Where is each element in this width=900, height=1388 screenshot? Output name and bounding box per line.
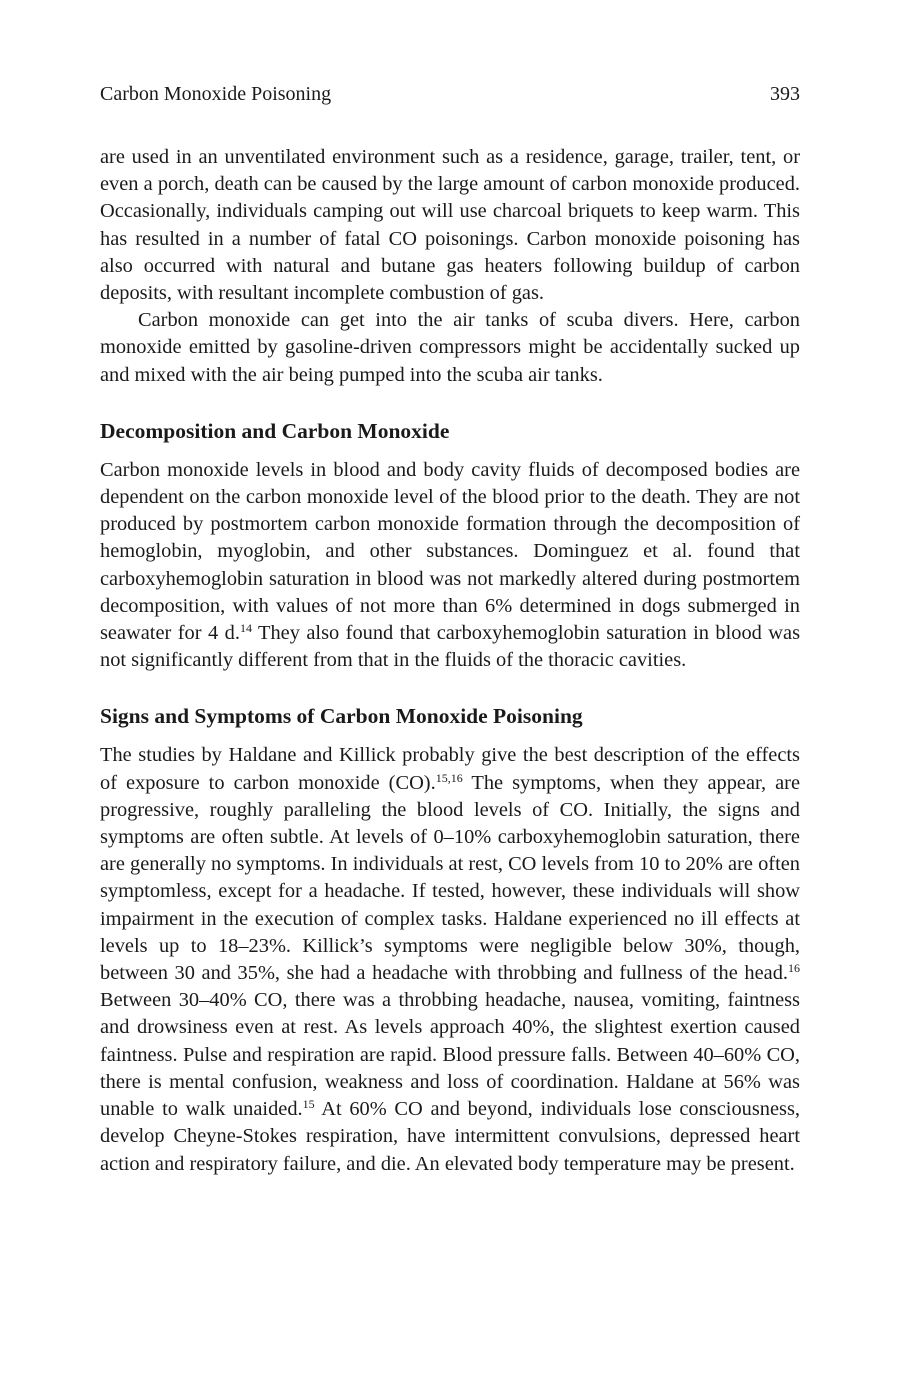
paragraph-scuba-tanks: Carbon monoxide can get into the air tanks of scuba divers. Here, carbon monoxide emitted by gasoline-driven compressors might be accidentally sucked up and mixed with the air being pumped into the scuba air tanks.	[100, 309, 800, 386]
reference-superscript: 16	[788, 961, 800, 976]
reference-superscript: 15	[302, 1097, 315, 1112]
reference-superscript: 15,16	[435, 770, 463, 785]
running-head	[100, 80, 800, 108]
paragraph-unventilated-environment: are used in an unventilated environment such as a residence, garage, trailer, tent, or even a porch, death can be caused by the large amount of carbon monoxide produced. Occasionally, individuals camping out will use charcoal briquets to keep warm. This has resulted in a number of fatal CO poisonings. Carbon monoxide poisoning has also occurred with natural and butane gas heaters following buildup of carbon deposits, with resultant incomplete combustion of gas.	[100, 146, 800, 305]
text-run: They also found that carboxyhemoglobin saturation in blood was not significantly different from that in the fluids of the thoracic cavities.	[100, 622, 801, 672]
page-number: 393	[770, 83, 800, 105]
text-run: Carbon monoxide levels in blood and body cavity fluids of decomposed bodies are dependent on the carbon monoxide level of the blood prior to the death. They are not produced by postmortem carbon monoxide formation through the decomposition of hemoglobin, myoglobin, and other substances. Dominguez et al. found that carboxyhemoglobin saturation in blood was not markedly altered during postmortem decomposition, with values of not more than 6% determined in dogs submerged in seawater for 4 d.	[100, 458, 800, 645]
text-run: The symptoms, when they appear, are progressive, roughly paralleling the blood levels of CO. Initially, the signs and symptoms are often subtle. At levels of 0–10% carboxyhemoglobin saturation, there are generally no symptoms. In individuals at rest, CO levels from 10 to 20% are often symptomless, except for a headache. If tested, however, these individuals will show impairment in the execution of complex tasks. Haldane experienced no ill effects at levels up to 18–23%. Killick’s symptoms were negligible below 30%, though, between 30 and 35%, she had a headache with throbbing and fullness of the head.	[100, 771, 800, 985]
reference-superscript: 14	[239, 621, 252, 636]
heading-decomposition: Decomposition and Carbon Monoxide	[100, 418, 450, 443]
book-page	[100, 80, 800, 1178]
running-head-title: Carbon Monoxide Poisoning	[100, 83, 332, 105]
paragraph-signs-and-symptoms	[100, 742, 800, 1177]
text-run: Between 30–40% CO, there was a throbbing headache, nausea, vomiting, faintness and drowsiness even at rest. As levels approach 40%, the slightest exertion caused faintness. Pulse and respiration are rapid. Blood pressure falls. Between 40–60% CO, there is mental confusion, weakness and loss of coordination. Haldane at 56% was unable to walk unaided.	[100, 989, 800, 1121]
text-run: At 60% CO and beyond, individuals lose consciousness, develop Cheyne-Stokes respiration, have intermittent convulsions, depressed heart action and respiratory failure, and die. An elevated body temperature may be present.	[100, 1098, 800, 1175]
heading-signs-and-symptoms: Signs and Symptoms of Carbon Monoxide Poisoning	[100, 704, 583, 729]
text-run: The studies by Haldane and Killick probably give the best description of the effects of exposure to carbon monoxide (CO).	[100, 744, 800, 794]
paragraph-decomposition	[100, 457, 800, 675]
